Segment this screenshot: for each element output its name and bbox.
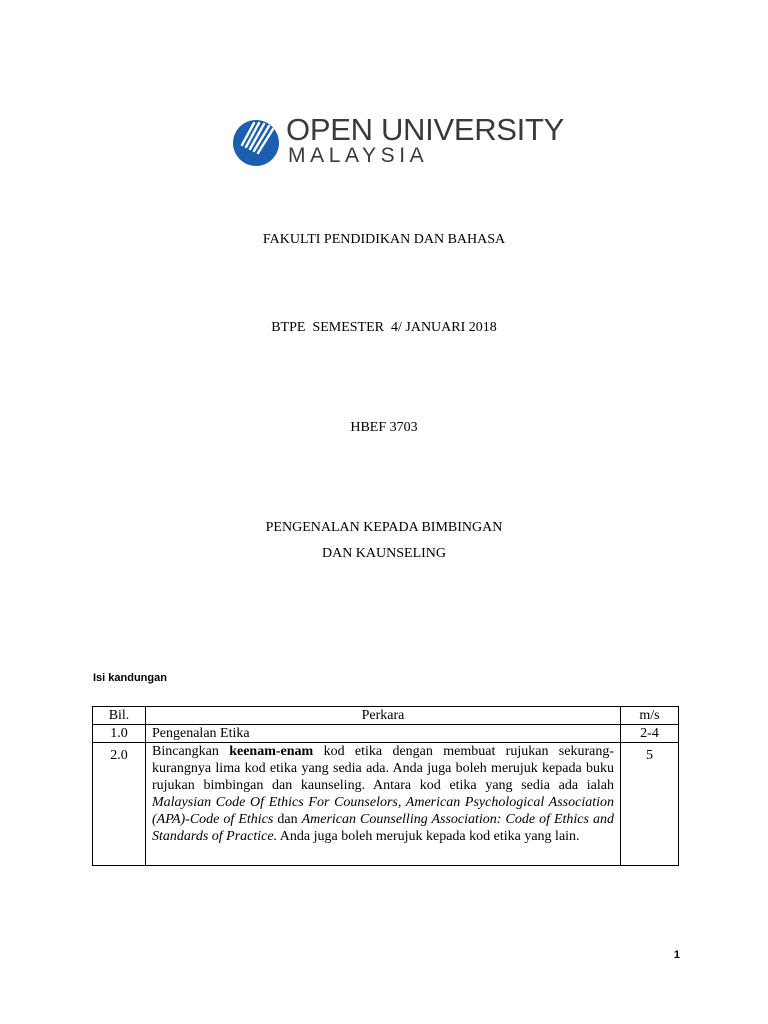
code-of-ethics-titles: Malaysian Code Of Ethics For Counselors, American Psychological Association (APA)-Code of Ethics (152, 795, 614, 827)
toc-header-row (93, 707, 679, 725)
code-of-ethics-titles: American Counselling Association: Code of Ethics and Standards of Practice. (152, 812, 614, 844)
course-code: HBEF 3703 (350, 420, 418, 435)
oum-logo (232, 112, 564, 168)
semester-line: BTPE SEMESTER 4/ JANUARI 2018 (271, 320, 497, 335)
faculty-name: FAKULTI PENDIDIKAN DAN BAHASA (262, 232, 506, 247)
course-title-line1: PENGENALAN KEPADA BIMBINGAN (265, 520, 503, 535)
toc-row-ms: 5 (621, 743, 679, 866)
toc-table (92, 706, 679, 866)
toc-row-bil: 2.0 (93, 743, 146, 866)
toc-header-ms: m/s (621, 707, 679, 725)
oum-globe-icon (232, 119, 280, 167)
toc-row-description (146, 743, 621, 866)
description-text: dan (273, 812, 302, 827)
course-title-line2: DAN KAUNSELING (321, 546, 447, 561)
description-text: kod etika dengan membuat rujukan sekurang-kurangnya lima kod etika yang sedia ada. Anda juga boleh merujuk kepada buku rujukan bimbingan dan kaunseling. Antara kod etika yang sedia ada ialah (152, 744, 614, 793)
toc-row-perkara: Pengenalan Etika (146, 725, 621, 743)
toc-header-perkara: Perkara (146, 707, 621, 725)
description-text: Anda juga boleh merujuk kepada kod etika yang lain. (277, 829, 580, 844)
toc-row-bil: 1.0 (93, 725, 146, 743)
table-row (93, 743, 679, 866)
page-number: 1 (673, 949, 680, 961)
logo-text-line2: MALAYSIA (288, 144, 429, 167)
logo-text-line1: OPEN UNIVERSITY (286, 112, 564, 147)
description-text: Bincangkan (152, 744, 230, 759)
toc-row-ms: 2-4 (621, 725, 679, 743)
toc-header-bil: Bil. (93, 707, 146, 725)
description-emphasis: keenam-enam (229, 744, 314, 759)
toc-heading: Isi kandungan (93, 672, 167, 684)
table-row (93, 725, 679, 743)
